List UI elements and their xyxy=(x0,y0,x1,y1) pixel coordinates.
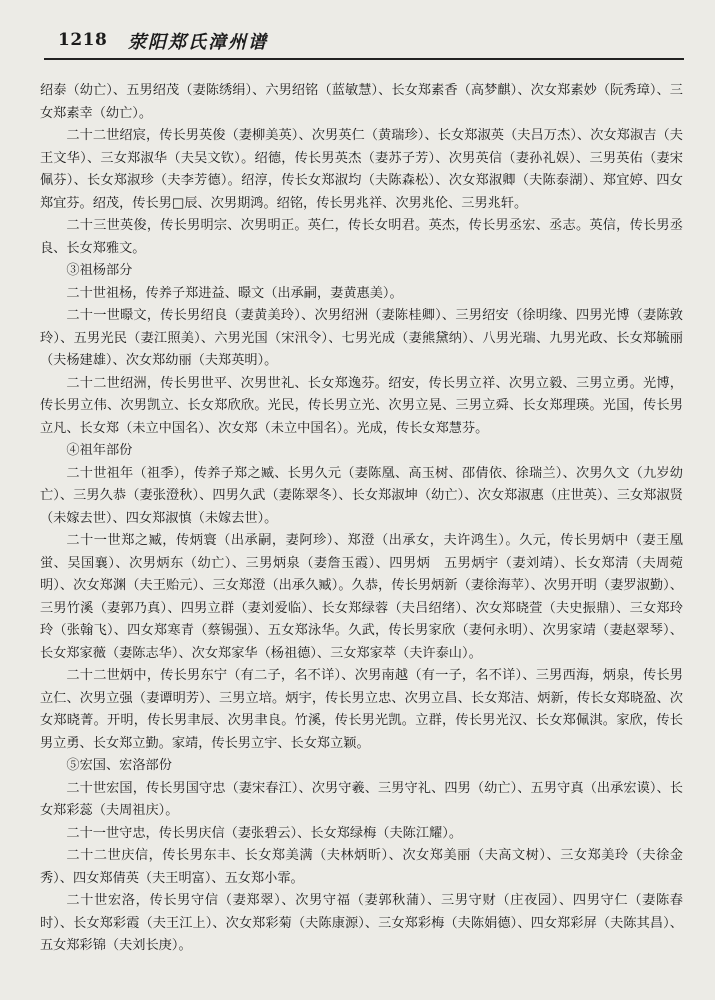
paragraph: 二十一世守忠，传长男庆信（妻张碧云）、长女郑绿梅（夫陈江耀）。 xyxy=(66,825,463,841)
paragraph: 二十世宏国，传长男国守忠（妻宋春江）、次男守羲、三男守礼、四男（幼亡）、五男守真（出承宏谟）、长女郑彩蕊（夫周祖庆）。 xyxy=(40,780,683,818)
paragraph: 二十二世绍洲，传长男世平、次男世礼、长女郑逸芬。绍安，传长男立祥、次男立毅、三男立勇。光博，传长男立伟、次男凯立、长女郑欣欣。光民，传长男立光、次男立晃、三男立舜、长女郑理瑛。光国，传长男立凡、长女郑（未立中国名）、次女郑（未立中国名）。光成，传长女郑慧芬。 xyxy=(40,375,683,436)
section-heading: ④祖年部份 xyxy=(66,443,133,458)
page-number: 1218 xyxy=(58,30,108,50)
section-heading: ⑤宏国、宏洛部份 xyxy=(66,758,172,773)
section-heading: ③祖杨部分 xyxy=(66,263,133,278)
paragraph: 二十二世炳中，传长男东宁（有二子，名不详）、次男南越（有一子，名不详）、三男西海，炳泉，传长男立仁、次男立强（妻谭明芳）、三男立培。炳宇，传长男立忠、次男立昌、长女郑洁、炳新，传长女郑晓盈、次女郑晓菁。开明，传长男聿辰、次男聿良。竹溪，传长男光凯。立群，传长男光汉、长女郑佩淇。家欣，传长男立勇、长女郑立勤。家靖，传长男立宇、长女郑立颖。 xyxy=(40,668,683,751)
paragraph: 二十世宏洛，传长男守信（妻郑翠）、次男守福（妻郭秋蒲）、三男守财（庄夜园）、四男守仁（妻陈春时）、长女郑彩霞（夫王江上）、次女郑彩菊（夫陈康源）、三女郑彩梅（夫陈娟德）、四女郑彩屏（夫陈其昌）、五女郑彩锦（夫刘长庚）。 xyxy=(40,893,683,953)
paragraph: 二十三世英俊，传长男明宗、次男明正。英仁，传长女明君。英杰，传长男丞宏、丞志。英信，传长男丞良、长女郑雅文。 xyxy=(40,218,683,256)
paragraph: 二十二世庆信，传长男东丰、长女郑美满（夫林炳昕）、次女郑美丽（夫高文树）、三女郑美玲（夫徐金秀）、四女郑倩英（夫王明富）、五女郑小霏。 xyxy=(40,848,683,886)
paragraph: 二十世祖杨，传养子郑进益、暻文（出承嗣，妻黄惠美）。 xyxy=(66,285,403,301)
paragraph: 二十一世暻文，传长男绍良（妻黄美玲）、次男绍洲（妻陈桂卿）、三男绍安（徐明缘、四男光博（妻陈敦玲）、五男光民（妻江照美）、六男光国（宋汛令）、七男光成（妻熊黛纳）、八男光瑞、九男光政、长女郑毓丽（夫杨建雄）、次女郑幼丽（夫郑英明）。 xyxy=(40,308,683,368)
header-rule xyxy=(44,58,684,60)
book-title: 荥阳郑氏漳州谱 xyxy=(128,32,268,53)
paragraph: 绍泰（幼亡）、五男绍茂（妻陈绣绢）、六男绍铭（蓝敏慧）、长女郑素香（高梦麒）、次女郑素妙（阮秀璋）、三女郑素幸（幼亡）。 xyxy=(40,83,683,121)
page-header xyxy=(44,24,684,64)
body-text xyxy=(40,80,683,958)
paragraph: 二十世祖年（祖季），传养子郑之臧、长男久元（妻陈凰、高玉树、邵倩依、徐瑞兰）、次男久文（九岁幼亡）、三男久恭（妻张澄秋）、四男久武（妻陈翠冬）、长女郑淑坤（幼亡）、次女郑淑惠（庄世英）、三女郑淑贤（未嫁去世）、四女郑淑慎（未嫁去世）。 xyxy=(40,465,683,526)
paragraph: 二十二世绍宸，传长男英俊（妻柳美英）、次男英仁（黄瑞珍）、长女郑淑英（夫吕万杰）、次女郑淑吉（夫王文华）、三女郑淑华（夫吴文钦）。绍德，传长男英杰（妻苏子芳）、次男英信（妻孙礼娱）、三男英佑（妻宋佩芬）、长女郑淑珍（夫李芳德）。绍淳，传长女郑淑均（夫陈森松）、次女郑淑卿（夫陈泰湖）、郑宜婷、四女郑宜芬。绍茂，传长男□辰、次男期鸿。绍铭，传长男兆祥、次男兆伦、三男兆轩。 xyxy=(40,128,683,211)
paragraph: 二十一世郑之臧，传炳寰（出承嗣，妻阿珍）、郑澄（出承女，夫许鸿生）。久元，传长男炳中（妻王凰蛍、吴国襄）、次男炳东（幼亡）、三男炳泉（妻詹玉霞）、四男炳 五男炳宇（妻刘靖）、长女郑淸（夫周菀明）、次女郑渊（夫王贻元）、三女郑澄（出承久臧）。久恭，传长男炳新（妻徐海苹）、次男开明（妻罗淑勤）、三男竹溪（妻郭乃真）、四男立群（妻刘爱临）、长女郑绿蓉（夫吕绍绪）、次女郑晓萱（夫史振鼎）、三女郑玲玲（张翰飞）、四女郑寒青（蔡锡强）、五女郑泳华。久武，传长男家欣（妻何永明）、次男家靖（妻赵翠琴）、长女郑家薇（妻陈志华）、次女郑家华（杨祖德）、三女郑家萃（夫许泰山）。 xyxy=(40,533,683,661)
